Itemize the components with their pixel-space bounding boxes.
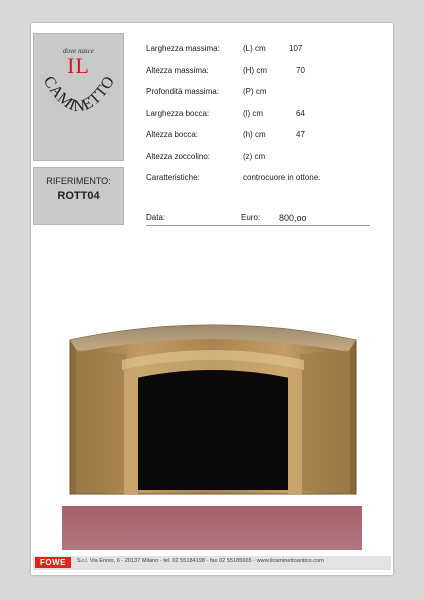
logo-il: IL	[67, 53, 90, 78]
reference-box	[33, 167, 124, 225]
spec-unit: (P) cm	[243, 87, 267, 96]
currency-label: Euro:	[241, 213, 261, 222]
reference-code: ROTT04	[57, 190, 100, 202]
spec-unit: (l) cm	[243, 109, 263, 118]
price-amount: 800,oo	[279, 213, 307, 223]
spec-value: 47	[296, 130, 305, 139]
spec-value: 107	[289, 44, 303, 53]
spec-unit: (H) cm	[243, 66, 267, 75]
brand-logo	[33, 33, 124, 161]
footer-brand-logo: FOWE	[35, 557, 71, 568]
date-label: Data:	[146, 213, 166, 222]
price-row	[146, 213, 370, 226]
spec-name: Larghezza massima:	[146, 44, 220, 53]
spec-unit: (h) cm	[243, 130, 266, 139]
spec-name: Larghezza bocca:	[146, 109, 210, 118]
spec-row	[146, 152, 376, 164]
footer-bar	[33, 556, 391, 570]
spec-value: 70	[296, 66, 305, 75]
spec-name: Altezza bocca:	[146, 130, 199, 139]
logo-name: CAMINETTO	[39, 73, 119, 116]
features-label: Caratteristiche:	[146, 173, 200, 182]
spec-unit: (L) cm	[243, 44, 266, 53]
spec-name: Altezza zoccolino:	[146, 152, 211, 161]
spec-row	[146, 87, 376, 99]
spec-unit: (z) cm	[243, 152, 266, 161]
spec-name: Profondità massima:	[146, 87, 219, 96]
spec-row	[146, 130, 376, 142]
features-value: controcuore in ottone.	[243, 173, 321, 182]
spec-row	[146, 66, 376, 78]
fireplace-photo	[62, 318, 362, 550]
logo-arched-text	[36, 70, 122, 142]
spec-row	[146, 44, 376, 56]
logo-tagline: dove nasce	[63, 47, 94, 55]
reference-label: RIFERIMENTO:	[46, 176, 111, 186]
spec-row	[146, 109, 376, 121]
spec-value: 64	[296, 109, 305, 118]
features-row	[146, 173, 321, 182]
svg-text:CAMINETTO	[40, 73, 118, 115]
spec-name: Altezza massima:	[146, 66, 209, 75]
footer-address: S.r.l. Via Ennio, 6 - 20137 Milano - tel. 02 55184198 - fax 02 55185665 - www.ilcaminettoantico.com	[77, 558, 324, 564]
